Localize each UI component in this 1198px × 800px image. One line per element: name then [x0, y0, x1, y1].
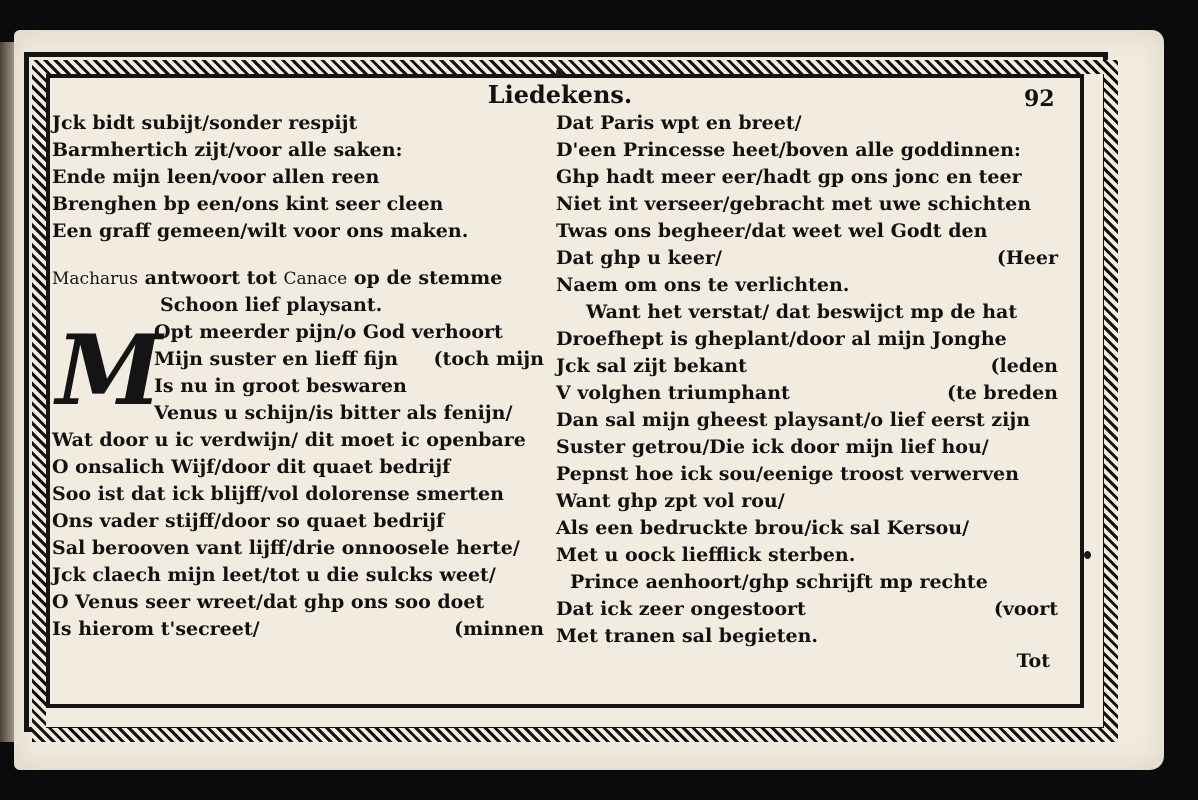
verse-line: Dat ick zeer ongestoort (voort [556, 596, 1058, 623]
verse-line: O onsalich Wijf/door dit quaet bedrijf [52, 456, 451, 478]
turnover: (te breden [946, 382, 1058, 404]
worm-hole [556, 68, 563, 76]
verse-line: Twas ons begheer/dat weet wel Godt den [556, 220, 988, 242]
speaker-heading [52, 265, 544, 292]
verse-line: Ons vader stijff/door so quaet bedrijf [52, 510, 445, 532]
turnover: (toch mijn [433, 348, 544, 370]
verse-line: Suster getrou/Die ick door mijn lief hou/ [556, 436, 989, 458]
verse-line: Barmhertich zijt/voor alle saken: [52, 139, 403, 161]
verse-line: Sal berooven vant lijff/drie onnoosele herte/ [52, 537, 520, 559]
verse-line: Pepnst hoe ick sou/eenige troost verwerven [556, 463, 1019, 485]
verse-line: Als een bedruckte brou/ick sal Kersou/ [556, 517, 970, 539]
verse-line: Want het verstat/ dat beswijct mp de hat [586, 301, 1018, 323]
turnover: (voort [993, 598, 1058, 620]
verse-line: Mijn suster en lieff fijn (toch mijn [52, 346, 544, 373]
addressee-name: Canace [283, 269, 348, 289]
verse-line: D'een Princesse heet/boven alle goddinnen: [556, 139, 1021, 161]
page-number: 92 [1024, 86, 1055, 112]
verse-line: Dat Paris wpt en breet/ [556, 112, 802, 134]
speaker-verb: antwoort tot [144, 267, 277, 289]
verse-line: Wat door u ic verdwijn/ dit moet ic openbare [52, 429, 526, 451]
turnover: (leden [990, 355, 1058, 377]
verse-line: Droefhept is gheplant/door al mijn Jonghe [556, 328, 1007, 350]
verse-line: Brenghen bp een/ons kint seer cleen [52, 193, 444, 215]
speaker-name: Macharus [52, 269, 138, 289]
verse-line: Ende mijn leen/voor allen reen [52, 166, 380, 188]
verse-line: Venus u schijn/is bitter als fenijn/ [154, 402, 513, 424]
verse-line: Dan sal mijn gheest playsant/o lief eerst zijn [556, 409, 1031, 431]
verse-line: Naem om ons te verlichten. [556, 274, 850, 296]
verse-line: Dat ghp u keer/ (Heer [556, 245, 1058, 272]
turnover: (Heer [996, 247, 1058, 269]
verse-line: Want ghp zpt vol rou/ [556, 490, 785, 512]
verse-line: Opt meerder pijn/o God verhoort [154, 321, 503, 343]
left-column [52, 110, 544, 643]
verse-line: Is nu in groot beswaren [154, 375, 407, 397]
dropcap-block [52, 314, 544, 427]
verse-line: Prince aenhoort/ghp schrijft mp rechte [570, 571, 988, 593]
tune-indicator: op de stemme [353, 267, 503, 289]
verse-line: Is hierom t'secreet/ (minnen [52, 616, 544, 643]
verse-line: Jck claech mijn leet/tot u die sulcks weet/ [52, 564, 496, 586]
verse-line: Soo ist dat ick blijff/vol dolorense smerten [52, 483, 504, 505]
verse-line: Een graff gemeen/wilt voor ons maken. [52, 220, 469, 242]
running-title: Liedekens. [487, 80, 633, 109]
catchword: Tot [1016, 650, 1050, 672]
verse-line: Jck sal zijt bekant (leden [556, 353, 1058, 380]
verse-line: Jck bidt subijt/sonder respijt [52, 112, 358, 134]
verse-line: V volghen triumphant (te breden [556, 380, 1058, 407]
verse-line: Met u oock liefflick sterben. [556, 544, 856, 566]
decorated-initial: M [56, 314, 163, 427]
verse-line: Met tranen sal begieten. [556, 625, 819, 647]
turnover: (minnen [454, 618, 544, 640]
verse-line: Ghp hadt meer eer/hadt gp ons jonc en teer [556, 166, 1022, 188]
verse-line: O Venus seer wreet/dat ghp ons soo doet [52, 591, 485, 613]
tune-name: Schoon lief playsant. [160, 294, 383, 316]
right-column [556, 110, 1058, 672]
verse-line: Niet int verseer/gebracht met uwe schichten [556, 193, 1032, 215]
worm-hole [1084, 551, 1091, 559]
